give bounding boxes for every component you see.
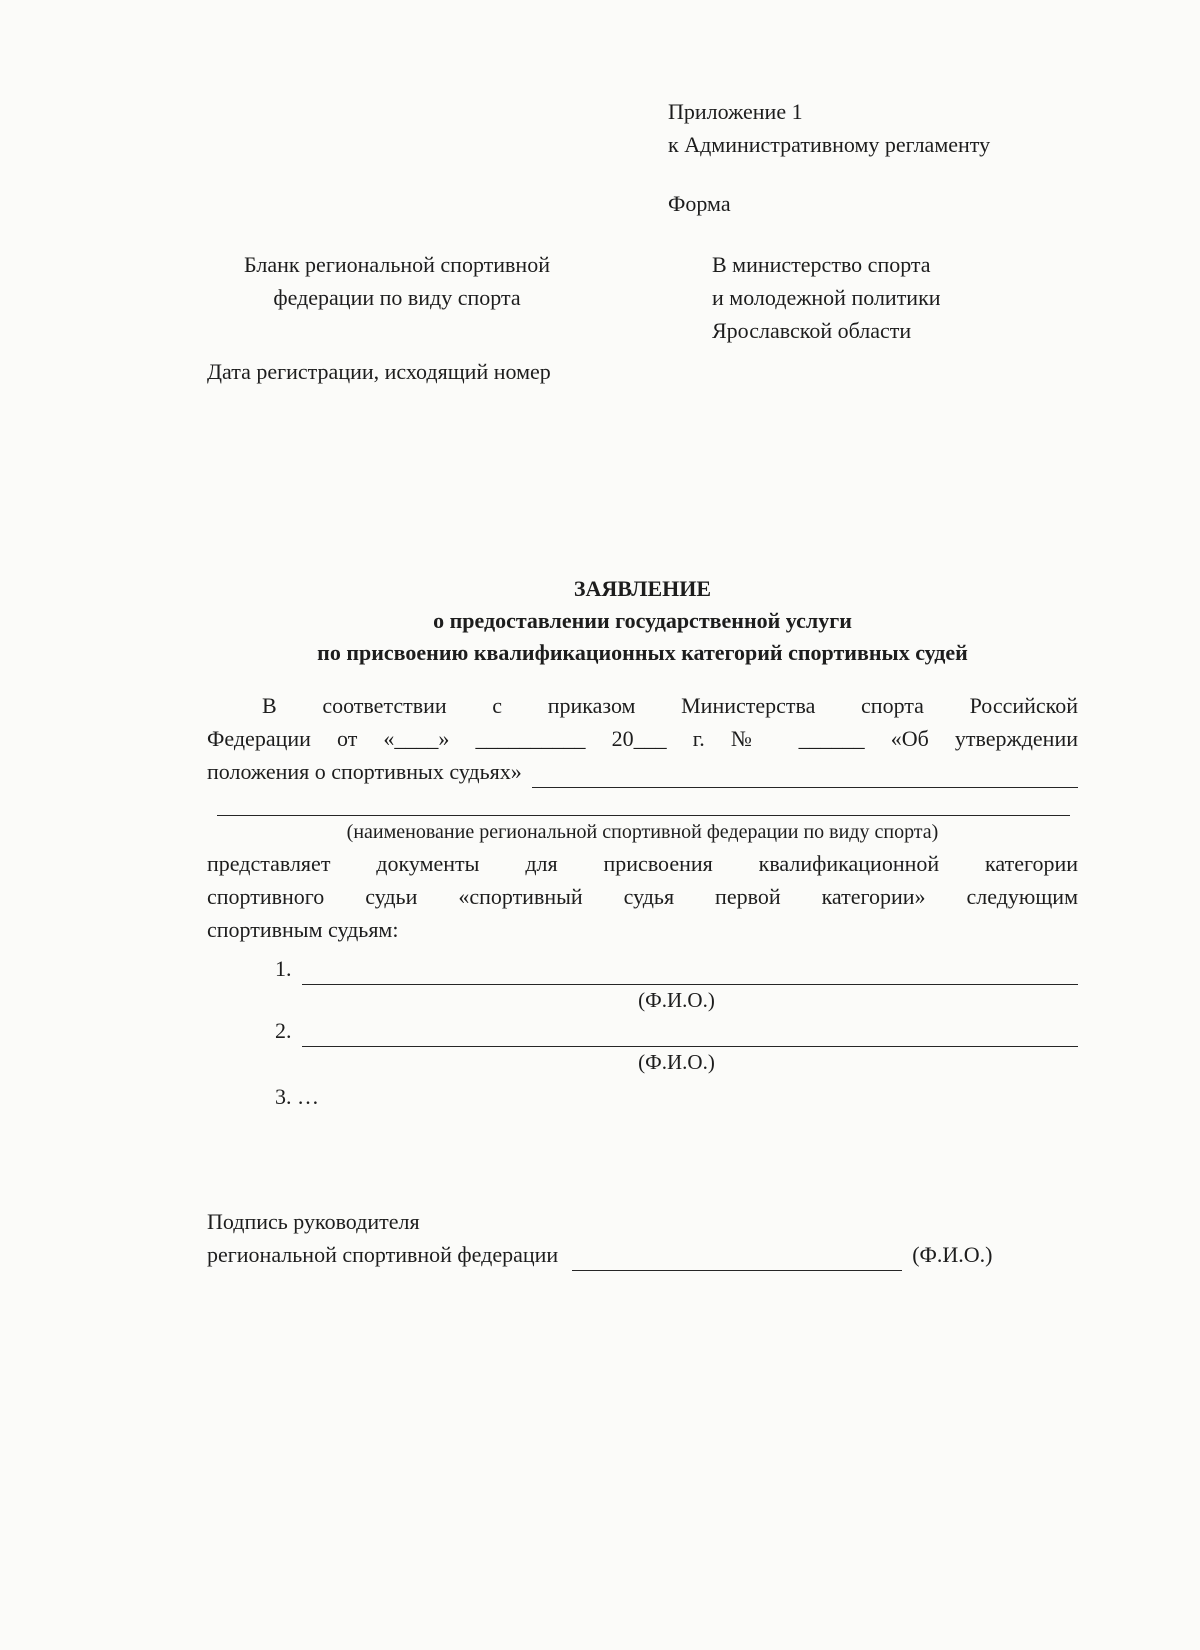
title-line-1: ЗАЯВЛЕНИЕ	[573, 576, 712, 601]
signature-line-2	[207, 1238, 1078, 1271]
list-item-1-number: 1.	[275, 956, 292, 981]
p1-line-2: Федерации от «____» __________ 20___ г. № ______ «Об утверждении	[207, 726, 1078, 751]
federation-name-caption: (наименование региональной спортивной федерации по виду спорта)	[346, 821, 939, 843]
federation-name-blank-line-2	[217, 788, 1070, 816]
list-item-1	[275, 952, 1078, 985]
recipient-line-2: и молодежной политики	[712, 285, 941, 310]
sender-line-2: федерации по виду спорта	[273, 285, 521, 310]
judges-list	[207, 952, 1078, 1113]
list-item-2	[275, 1014, 1078, 1047]
judge-name-blank-1	[302, 957, 1079, 985]
federation-name-blank-line	[532, 760, 1078, 788]
letterhead-sender	[207, 248, 587, 347]
fio-caption-1: (Ф.И.О.)	[638, 988, 715, 1012]
recipient-line-3: Ярославской области	[712, 318, 912, 343]
appendix-line-1: Приложение 1	[668, 99, 803, 124]
p1-line-3-text: положения о спортивных судьях»	[207, 759, 522, 784]
title-line-3: по присвоению квалификационных категорий спортивных судей	[317, 640, 968, 665]
p1-line-1: В соответствии с приказом Министерства спорта Российской	[262, 693, 1078, 718]
letterhead-recipient	[712, 248, 941, 347]
signature-block	[207, 1205, 1078, 1271]
judge-name-blank-2	[302, 1019, 1079, 1047]
document-title	[207, 573, 1078, 669]
list-item-3: 3. …	[275, 1084, 319, 1109]
sender-line-1: Бланк региональной спортивной	[244, 252, 550, 277]
title-line-2: о предоставлении государственной услуги	[433, 608, 852, 633]
signature-label: региональной спортивной федерации	[207, 1242, 559, 1267]
appendix-note	[668, 95, 1078, 161]
p2-line-3: спортивным судьям:	[207, 917, 399, 942]
list-item-2-number: 2.	[275, 1018, 292, 1043]
signature-fio-caption: (Ф.И.О.)	[912, 1242, 993, 1267]
p2-line-1: представляет документы для присвоения квалификационной категории	[207, 851, 1078, 876]
paragraph-1	[207, 689, 1078, 845]
paragraph-2	[207, 847, 1078, 946]
form-label: Форма	[668, 191, 731, 216]
appendix-line-2: к Административному регламенту	[668, 132, 991, 157]
signature-blank-line	[572, 1243, 902, 1271]
letterhead	[207, 248, 1078, 347]
signature-line-1: Подпись руководителя	[207, 1209, 420, 1234]
recipient-line-1: В министерство спорта	[712, 252, 931, 277]
p1-line-3	[207, 755, 1078, 788]
registration-line: Дата регистрации, исходящий номер	[207, 359, 551, 384]
fio-caption-2: (Ф.И.О.)	[638, 1050, 715, 1074]
p2-line-2: спортивного судьи «спортивный судья первой категории» следующим	[207, 884, 1078, 909]
